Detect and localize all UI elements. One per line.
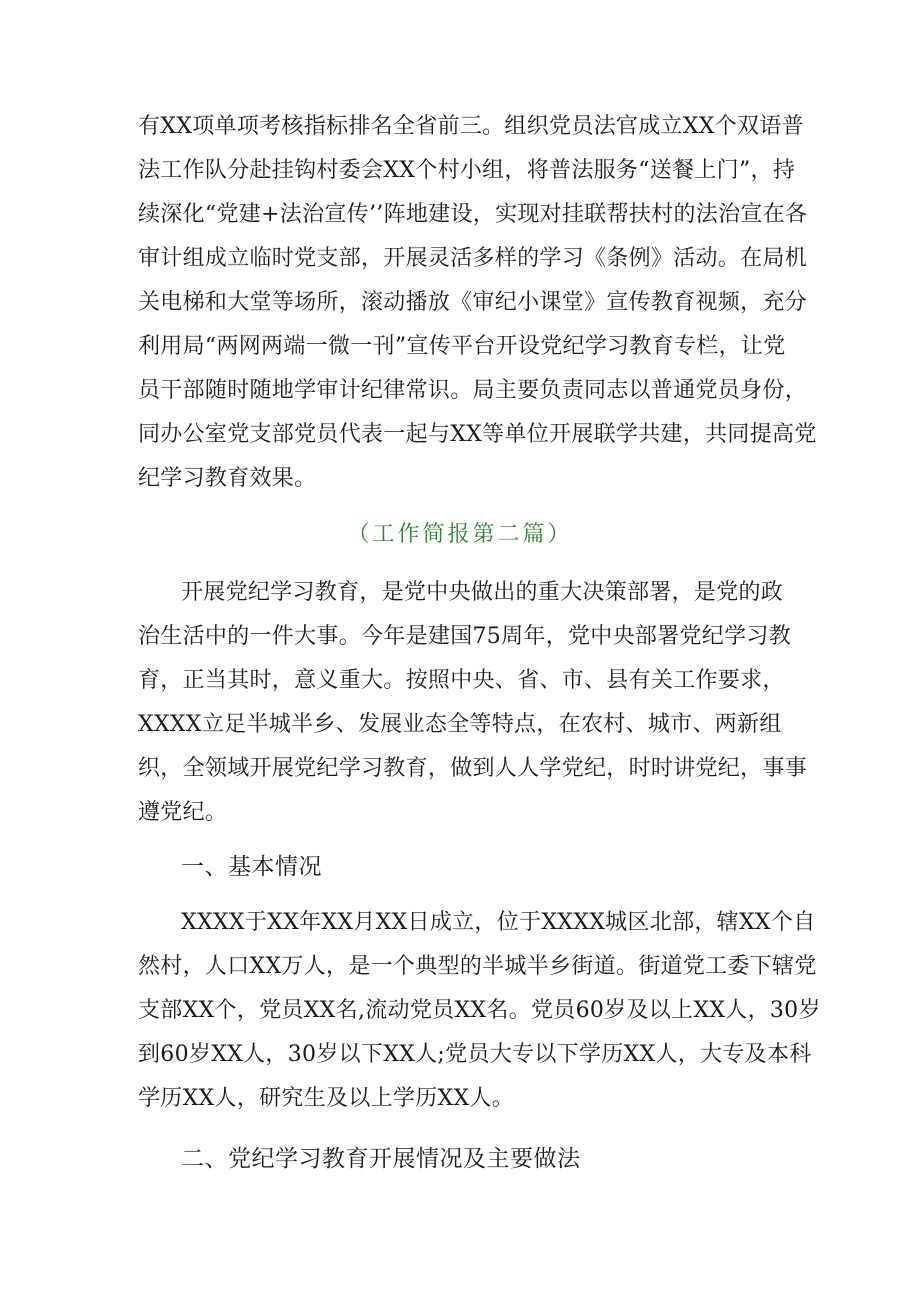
paragraph-line: 同办公室党支部党员代表一起与XX等单位开展联学共建，共同提高党 bbox=[138, 422, 817, 447]
paragraph-line: XXXX立足半城半乡、发展业态全等特点，在农村、城市、两新组 bbox=[138, 712, 782, 737]
paragraph-line: 员干部随时随地学审计纪律常识。局主要负责同志以普通党员身份， bbox=[138, 378, 808, 403]
paragraph-line: 利用局“两网两端一微一刊”宣传平台开设党纪学习教育专栏，让党 bbox=[138, 334, 786, 359]
section-title: （工作简报第二篇） bbox=[347, 522, 573, 547]
paragraph-line: 开展党纪学习教育，是党中央做出的重大决策部署，是党的政 bbox=[181, 580, 784, 605]
paragraph-line: 有XX项单项考核指标排名全省前三。组织党员法官成立XX个双语普 bbox=[138, 114, 804, 139]
paragraph-line: 审计组成立临时党支部，开展灵活多样的学习《条例》活动。在局机 bbox=[138, 246, 808, 271]
paragraph-line: 法工作队分赴挂钩村委会XX个村小组，将普法服务“送餐上门”，持 bbox=[138, 158, 796, 183]
paragraph-line: XXXX于XX年XX月XX日成立，位于XXXX城区北部，辖XX个自 bbox=[181, 910, 816, 935]
paragraph-line: 学历XX人，研究生及以上学历XX人。 bbox=[138, 1086, 515, 1111]
paragraph-line: 关电梯和大堂等场所，滚动播放《审纪小课堂》宣传教育视频，充分 bbox=[138, 290, 808, 315]
paragraph-line: 然村，人口XX万人，是一个典型的半城半乡街道。街道党工委下辖党 bbox=[138, 954, 817, 979]
heading-basic-situation: 一、基本情况 bbox=[181, 854, 322, 880]
paragraph-line: 续深化“党建+法治宣传’’阵地建设，实现对挂联帮扶村的法治宣在各 bbox=[138, 202, 808, 227]
paragraph-line: 纪学习教育效果。 bbox=[138, 466, 317, 491]
paragraph-line: 到60岁XX人，30岁以下XX人;党员大专以下学历XX人，大专及本科 bbox=[138, 1042, 812, 1067]
paragraph-line: 遵党纪。 bbox=[138, 800, 228, 825]
heading-practices: 二、党纪学习教育开展情况及主要做法 bbox=[181, 1146, 581, 1172]
paragraph-line: 治生活中的一件大事。今年是建国75周年，党中央部署党纪学习教 bbox=[138, 624, 791, 649]
paragraph-line: 支部XX个，党员XX名,流动党员XX名。党员60岁及以上XX人，30岁 bbox=[138, 998, 821, 1023]
paragraph-line: 织，全领域开展党纪学习教育，做到人人学党纪，时时讲党纪，事事 bbox=[138, 756, 808, 781]
paragraph-line: 育，正当其时，意义重大。按照中央、省、市、县有关工作要求， bbox=[138, 668, 785, 693]
